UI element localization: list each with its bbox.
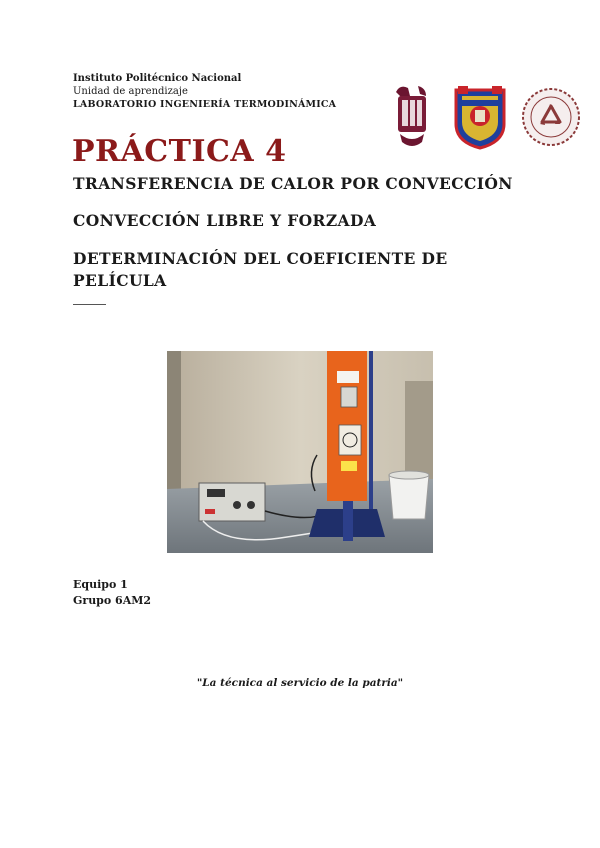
practice-subtitle-objective: DETERMINACIÓN DEL COEFICIENTE DE PELÍCULA [73,249,448,290]
title-divider [73,304,106,305]
practice-subtitle-topic: TRANSFERENCIA DE CALOR POR CONVECCIÓN [73,174,513,193]
motto: "La técnica al servicio de la patria" [196,677,404,689]
sustainability-logo [520,86,582,148]
practice-title: PRÁCTICA 4 [72,134,287,169]
logo-row [390,82,590,154]
institution-name: Instituto Politécnico Nacional [73,73,242,84]
ipn-logo [390,82,434,152]
group-code: Grupo 6AM2 [73,594,152,607]
esiqie-logo [452,84,508,150]
practice-subtitle-type: CONVECCIÓN LIBRE Y FORZADA [73,211,377,230]
team-number: Equipo 1 [73,578,128,591]
unit-label: Unidad de aprendizaje [73,86,188,97]
laboratory-name: LABORATORIO INGENIERÍA TERMODINÁMICA [73,99,337,110]
header-block [73,72,383,111]
team-info [73,577,151,609]
apparatus-photo [167,351,433,553]
